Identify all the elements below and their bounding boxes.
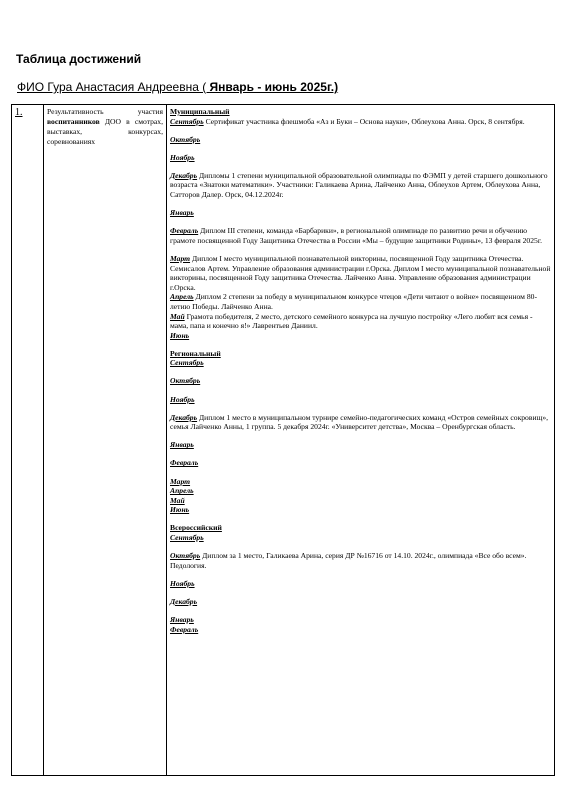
month-entry bbox=[170, 135, 551, 145]
month-entry bbox=[170, 486, 551, 496]
month-label: Январь bbox=[170, 614, 194, 624]
month-entry bbox=[170, 579, 551, 589]
achievements-table bbox=[11, 104, 555, 776]
month-label: Ноябрь bbox=[170, 394, 195, 404]
description-text-1: Результативность участия bbox=[47, 107, 163, 116]
month-entry bbox=[170, 153, 551, 163]
month-entry bbox=[170, 615, 551, 625]
entry-text: Диплом 2 степени за победу в муниципальном конкурсе чтецов «Дети читают о войне» посвященном 80-летию Победы. Лайченко Анна. bbox=[170, 292, 537, 311]
month-label: Май bbox=[170, 495, 185, 505]
month-entry bbox=[170, 376, 551, 386]
month-label: Июнь bbox=[170, 330, 190, 340]
month-label: Октябрь bbox=[170, 376, 201, 386]
month-entry bbox=[170, 395, 551, 405]
month-label: Сентябрь bbox=[170, 533, 204, 542]
achievements-content bbox=[167, 105, 555, 776]
month-label: Октябрь bbox=[170, 134, 201, 144]
month-label: Сентябрь bbox=[170, 116, 204, 126]
month-label: Май bbox=[170, 311, 185, 321]
month-label: Март bbox=[170, 253, 191, 263]
month-entry bbox=[170, 505, 551, 515]
month-label: Декабрь bbox=[170, 170, 198, 180]
level-heading: Всероссийский bbox=[170, 523, 222, 533]
month-label: Февраль bbox=[170, 458, 199, 468]
month-entry bbox=[170, 331, 551, 341]
table-row bbox=[12, 105, 555, 776]
month-entry bbox=[170, 597, 551, 607]
row-description bbox=[44, 105, 167, 776]
entry-text: Диплом 1 место в муниципальном турнире семейно-педагогических команд «Остров семейных сокровищ», семья Лайченко Анны, 1 группа. 5 декабря 2024г. «Университет детства», Москва – Оренбургская область. bbox=[170, 412, 549, 432]
month-entry bbox=[170, 117, 551, 127]
month-entry bbox=[170, 458, 551, 468]
entry-text: Диплом I место муниципальной познавательной викторины, посвященной Году защитника Отечества. Семисалов Артем. Управление образования администрации г.Орска. Диплом I место муниципальной познавательной викторины, посвященной Году защитника Отечества. Лайченко Анна. Управление образования администрации г.Орска. bbox=[170, 253, 551, 292]
level-heading: Региональный bbox=[170, 348, 221, 358]
month-label: Ноябрь bbox=[170, 578, 195, 588]
month-entry bbox=[170, 625, 551, 635]
entry-text: Диплом за 1 место, Галикаева Арина, серия ДР №16716 от 14.10. 2024г., олимпиада «Все обо всем». Педология. bbox=[170, 551, 527, 570]
month-label: Декабрь bbox=[170, 596, 198, 606]
month-entry bbox=[170, 358, 551, 368]
entry-text: Грамота победителя, 2 место, детского семейного конкурса на лучшую постройку «Лего любит вся семья - мама, папа и конечно я!» Лаврентьев Даниил. bbox=[170, 311, 533, 331]
month-label: Апрель bbox=[170, 292, 194, 302]
month-entry bbox=[170, 496, 551, 506]
description-text-2: ДОО в смотрах, выставках, конкурсах, соревнованиях bbox=[47, 117, 163, 146]
row-number: 1. bbox=[12, 105, 44, 776]
month-entry bbox=[170, 533, 551, 543]
description-text-bold: воспитанников bbox=[47, 117, 100, 126]
month-entry bbox=[170, 171, 551, 200]
month-entry bbox=[170, 208, 551, 218]
month-entry bbox=[170, 254, 551, 292]
month-entry bbox=[170, 226, 551, 245]
entry-text: Сертификат участника флешмоба «Аз и Буки – Основа науки», Облеухова Анна. Орск, 8 сентября. bbox=[203, 116, 525, 126]
fio-period: Январь - июнь 2025г.) bbox=[209, 80, 339, 94]
month-entry bbox=[170, 312, 551, 331]
month-label: Сентябрь bbox=[170, 358, 204, 368]
month-entry bbox=[170, 477, 551, 487]
month-label: Март bbox=[170, 476, 191, 486]
month-label: Июнь bbox=[170, 505, 190, 515]
month-label: Апрель bbox=[170, 486, 194, 496]
month-label: Октябрь bbox=[170, 551, 201, 561]
month-label: Январь bbox=[170, 440, 194, 450]
fio-line bbox=[17, 80, 338, 94]
month-label: Декабрь bbox=[170, 412, 198, 422]
entry-text: Дипломы 1 степени муниципальной образовательной олимпиады по ФЭМП у детей старшего дошкольного возраста «Знатоки математики». Участники: Галикаева Арина, Лайченко Анна, Облеухов Артем, Облеухова Анна, Сатторов Далер. Орск, 04.12.2024г. bbox=[170, 170, 548, 200]
month-label: Февраль bbox=[170, 624, 199, 634]
month-label: Ноябрь bbox=[170, 152, 195, 162]
fio-name: ФИО Гура Анастасия Андреевна ( bbox=[17, 80, 210, 94]
month-entry bbox=[170, 440, 551, 450]
month-label: Январь bbox=[170, 208, 194, 218]
page-title: Таблица достижений bbox=[16, 52, 142, 66]
month-entry bbox=[170, 413, 551, 432]
entry-text: Диплом III степени, команда «Барбарики», в региональной олимпиаде по развитию речи и обучению грамоте посвященной Году Защитника Отечества в России «Мы – будущие защитники Родины», 13 февраля 2025г. bbox=[170, 226, 542, 245]
month-entry bbox=[170, 292, 551, 311]
month-entry bbox=[170, 551, 551, 570]
level-heading: Муниципальный bbox=[170, 107, 230, 116]
month-label: Февраль bbox=[170, 226, 199, 236]
